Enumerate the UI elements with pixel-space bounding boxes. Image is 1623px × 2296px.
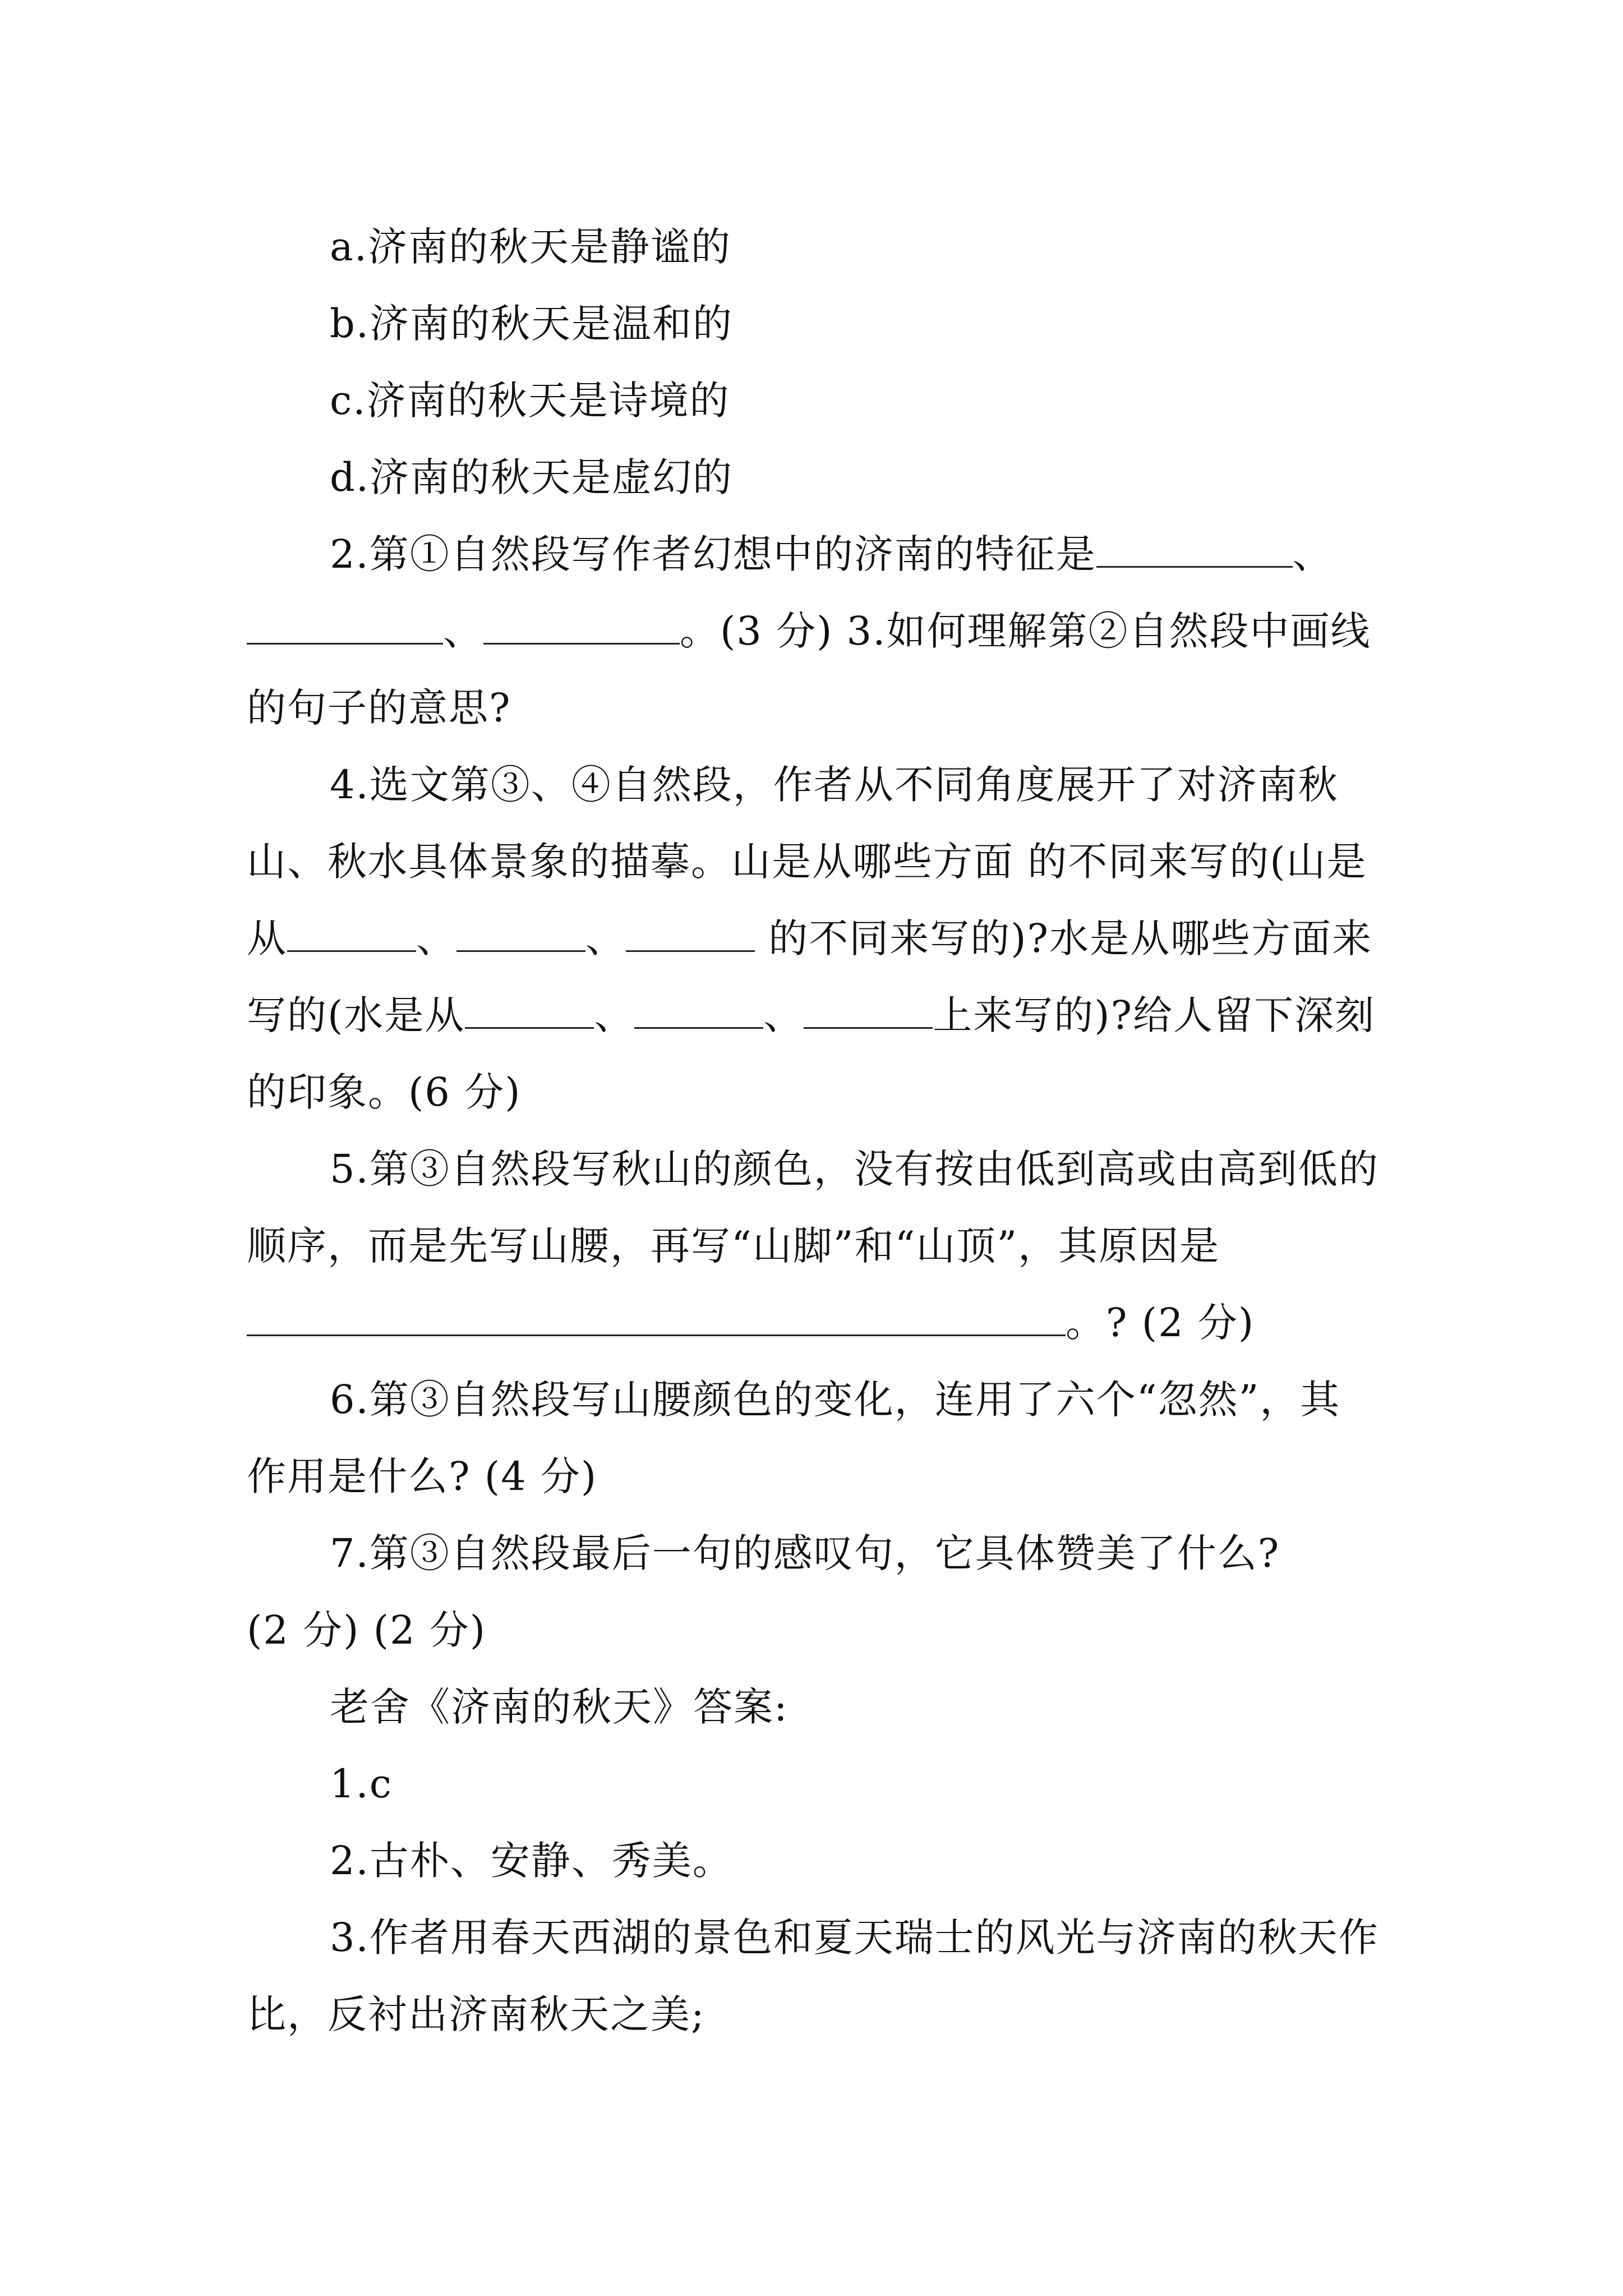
separator: 、 xyxy=(594,992,635,1038)
question-5-text: 5.第③自然段写秋山的颜色，没有按由低到高或由高到低的顺序，而是先写山腰，再写“山脚”和“山顶”，其原因是 xyxy=(247,1146,1379,1269)
option-d: d.济南的秋天是虚幻的 xyxy=(330,454,734,500)
answer-blank xyxy=(1096,531,1293,568)
separator: 、 xyxy=(443,608,483,654)
question-4-text-mid: 的不同来写的)?水是从哪些方面来写的(水是从 xyxy=(247,915,1373,1038)
option-c: c.济南的秋天是诗境的 xyxy=(330,378,730,424)
answer-blank xyxy=(483,608,680,645)
answer-blank xyxy=(457,915,585,952)
question-6: 6.第③自然段写山腰颜色的变化，连用了六个“忽然”，其作用是什么? (4 分) xyxy=(247,1377,1341,1499)
answer-blank xyxy=(247,608,443,645)
answer-blank xyxy=(804,992,933,1029)
separator: 、 xyxy=(416,915,457,961)
question-3-text: 。(3 分) 3.如何理解第②自然段中画线的句子的意思? xyxy=(247,608,1371,731)
answer-1: 1.c xyxy=(330,1761,393,1807)
option-a: a.济南的秋天是静谧的 xyxy=(330,224,731,270)
answer-blank xyxy=(626,915,755,952)
question-4-text: 4.选文第③、④自然段，作者从不同角度展开了对济南秋山、秋水具体景象的描摹。山是从哪些方面 的不同来写的(山是从 xyxy=(247,762,1367,961)
answer-3: 3.作者用春天西湖的景色和夏天瑞士的风光与济南的秋天作比，反衬出济南秋天之美; xyxy=(247,1915,1379,2037)
question-4-paragraph xyxy=(247,747,1380,1131)
answer-blank xyxy=(287,915,416,952)
answer-blank xyxy=(247,1300,1066,1336)
question-7: 7.第③自然段最后一句的感叹句，它具体赞美了什么? xyxy=(330,1530,1280,1576)
option-b: b.济南的秋天是温和的 xyxy=(330,301,734,347)
question-2-paragraph xyxy=(247,516,1380,747)
question-5-score: 。? (2 分) xyxy=(1066,1300,1255,1346)
answer-blank xyxy=(634,992,763,1029)
question-7-score: (2 分) (2 分) xyxy=(247,1607,487,1653)
question-2-text: 2.第①自然段写作者幻想中的济南的特征是 xyxy=(330,531,1096,577)
separator: 、 xyxy=(1292,531,1333,577)
answer-2: 2.古朴、安静、秀美。 xyxy=(330,1838,733,1884)
question-5-paragraph xyxy=(247,1131,1380,1361)
separator: 、 xyxy=(763,992,804,1038)
answer-blank xyxy=(465,992,594,1029)
question-4-text-end: 上来写的)?给人留下深刻的印象。(6 分) xyxy=(247,992,1376,1115)
answers-title: 老舍《济南的秋天》答案: xyxy=(330,1684,789,1730)
separator: 、 xyxy=(585,915,626,961)
document-body xyxy=(247,209,1380,2053)
